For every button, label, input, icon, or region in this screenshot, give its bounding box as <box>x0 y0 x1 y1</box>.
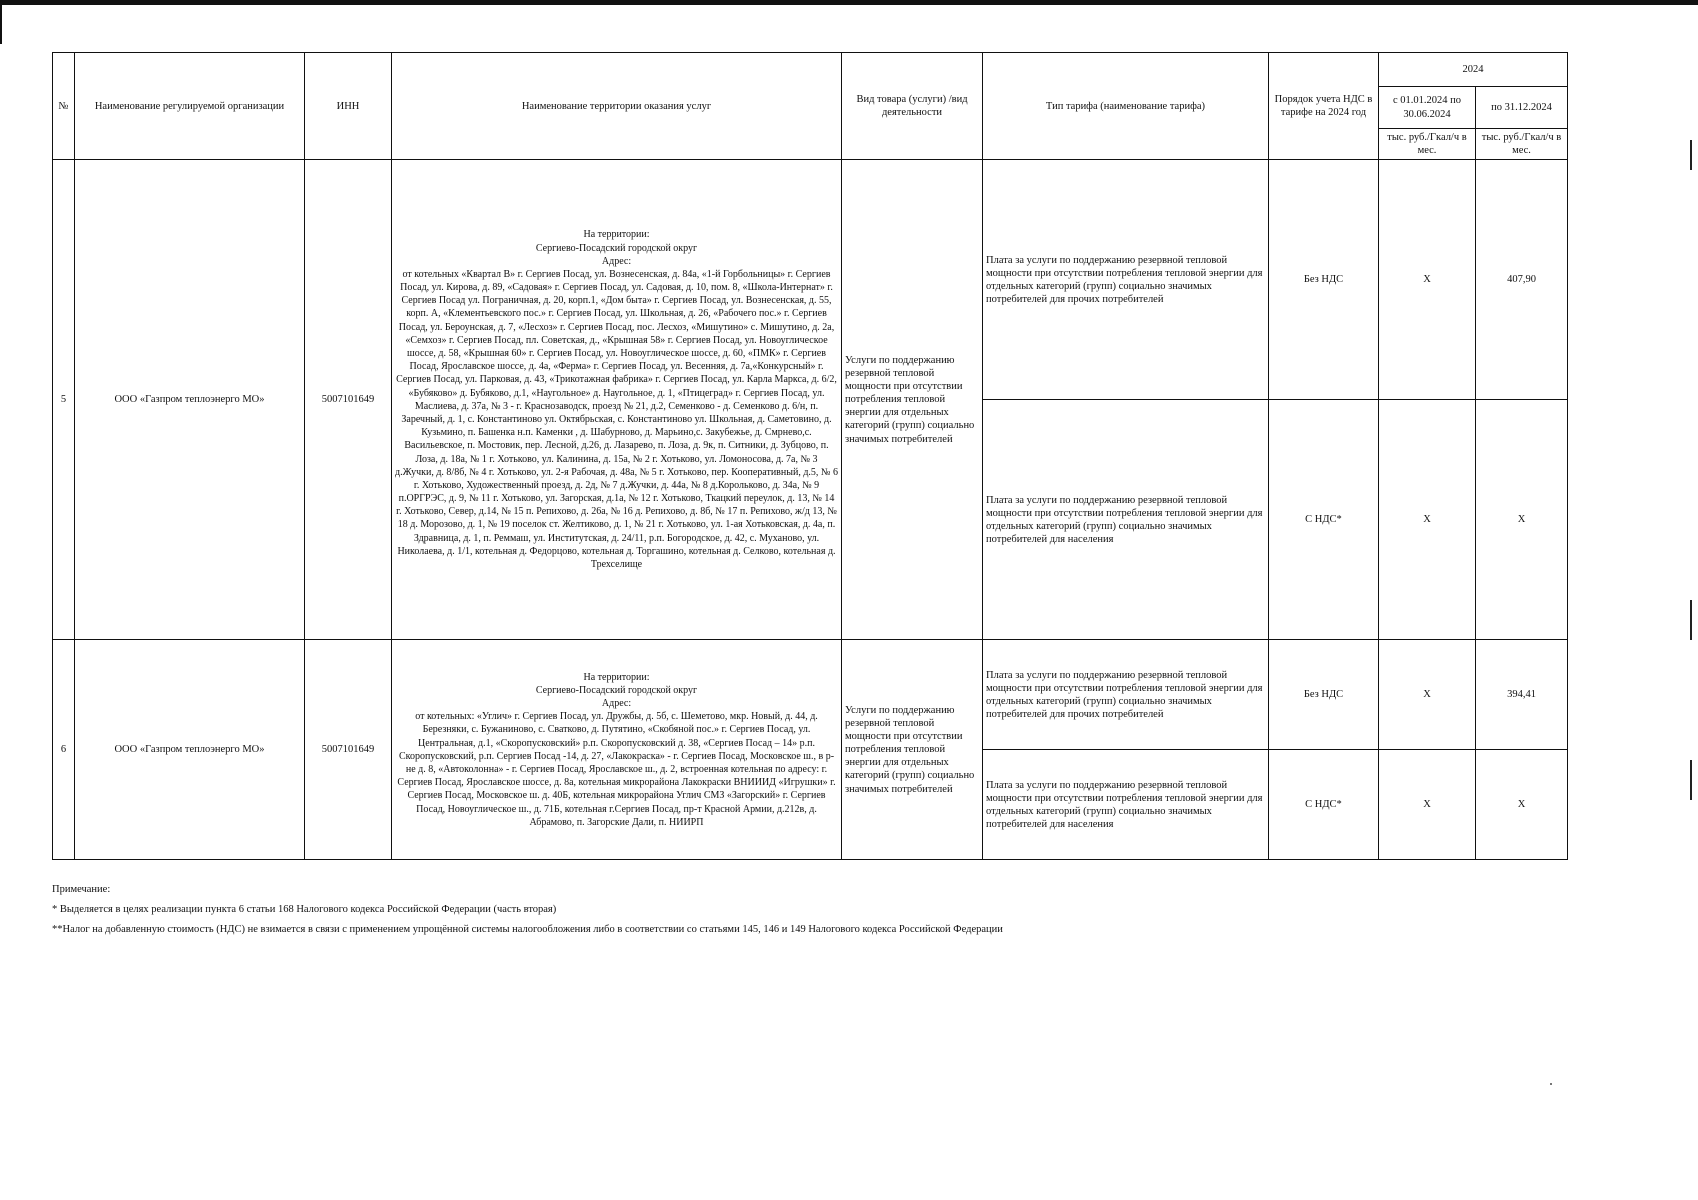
territory-district: Сергиево-Посадский городской округ <box>535 242 698 254</box>
scan-left-border <box>0 0 2 44</box>
territory-address: от котельных «Квартал В» г. Сергиев Посад, ул. Вознесенская, д. 84а, «1-й Горбольницы» г. Сергиев Посад, ул. Кирова, д. 89, «Садовая» г. Сергиев Посад, ул. Садовая, д. 10, пом. 8, «Школа-Интернат» г. Сергиев Посад ул. Пограничная, д. 20, корп.1, «Дом быта» г. Сергиев Посад, ул. Вознесенская, д. 55, корп. А, «Клементьевского пос.» г. Сергиев Посад, ул. Школьная, д. 26, «Рабочего пос.» г. Сергиев Посад, ул. Бероунская, д. 7, «Лесхоз» г. Сергиев Посад, пос. Лесхоз, «Мишутино» с. Мишутино, д. 2а, «Семхоз» г. Сергиев Посад, пл. Советская, д., «Крышная 58» г. Сергиев Посад, ул. Новоуглическое шоссе, д. 58, «Крышная 60» г. Сергиев Посад, ул. Новоуглическое шоссе, д. 60, «ПМК» г. Сергиев Посад, Ярославское шоссе, д. 4а, «Ферма» г. Сергиев Посад, ул. Весенняя, д. 7а,«Конкурсный» г. Сергиев Посад, ул. Парковая, д. 43, «Трикотажная фабрика» г. Сергиев Посад, ул. Карла Маркса, д. 6/2, «Бубяково» д. Бубяково, д.1, «Наугольное» д. Наугольное, д. 1, «Птицеград» г. Сергиев Посад, ул. Маслиева, д. 37а, № 3 - г. Краснозаводск, проезд № 21, д.2, Семенково - д. Семенково д. 6/н, п. Заречный, д. 1, с. Константиново ул. Октябрьская, с. Константиново ул. Школьная, д. Саметовино, д. Кузьмино, п. Башенка н.п. Каменки , д. Шабурново, д. Марьино,с. Закубежье, д. Смрнево,с. Васильевское, п. Мостовик, пер. Лесной, д.26, д. Лазарево, п. Лоза, д. 9к, п. Ситники, д. Зубцово, п. Лоза, д. 18а, № 1 г. Хотьково, ул. Калинина, д. 15а, № 2 г. Хотьково, ул. Ломоносова, д. 7а, № 3 д.Жучки, д. 8/8б, № 4 г. Хотьково, ул. 2-я Рабочая, д. 48а, № 5 г. Хотьково, пер. Кооперативный, д.5, № 6 г. Хотьково, Художественный проезд, д. 2д, № 7 д.Жучки, д. 44а, № 8 д.Корольково, д. 34а, № 9 п.ОРГРЭС, д. 9, № 11 г. Хотьково, ул. Загорская, д.1а, № 12 г. Хотьково, Ткацкий переулок, д. 13, № 14 г. Хотьково, Север, д.14, № 15 п. Репихово, д. 26а, № 16 д. Репихово, д. 8б, № 17 п. Репихово, ж/д 13, № 18 д. Морозово, д. 1, № 19 поселок ст. Желтиково, д. 1, № 21 г. Хотьково, ул. 1-ая Хотьковская, д. 4а, п. Здравница, д. 1, п. Реммаш, ул. Институтская, д. 24/11, р.п. Богородское, д. 42, с. Муханово, ул. Николаева, д. 1/1, котельная д. Федорцово, котельная д. Торгашино, котельная д. Селково, котельная д. Трехселище <box>395 268 838 570</box>
tariff-type: Плата за услуги по поддержанию резервной тепловой мощности при отсутствии потребления тепловой энергии для отдельных категорий (групп) социально значимых потребителей для прочих потребителей <box>983 640 1269 750</box>
header-territory: Наименование территории оказания услуг <box>392 53 842 160</box>
note-vat-exempt: **Налог на добавленную стоимость (НДС) не взимается в связи с применением упрощённой системы налогообложения либо в соответствии со статьями 145, 146 и 149 Налогового кодекса Российской Федерации <box>52 923 1003 935</box>
territory-address-label: Адрес: <box>601 255 632 267</box>
inn-value: 5007101649 <box>305 640 392 860</box>
header-num: № <box>53 53 75 160</box>
tariff-period-2: Х <box>1476 750 1568 860</box>
header-period-2: по 31.12.2024 <box>1476 87 1568 129</box>
vat-order: С НДС* <box>1269 750 1379 860</box>
scan-edge-mark <box>1690 600 1692 640</box>
table-row <box>53 640 1568 750</box>
vat-order: Без НДС <box>1269 160 1379 400</box>
header-tariff-type: Тип тарифа (наименование тарифа) <box>983 53 1269 160</box>
service-type: Услуги по поддержанию резервной тепловой мощности при отсутствии потребления тепловой энергии для отдельных категорий (групп) социально значимых потребителей <box>842 160 983 640</box>
header-service: Вид товара (услуги) /вид деятельности <box>842 53 983 160</box>
org-name: ООО «Газпром теплоэнерго МО» <box>75 640 305 860</box>
territory-district: Сергиево-Посадский городской округ <box>535 684 698 696</box>
header-inn: ИНН <box>305 53 392 160</box>
scan-speck <box>1550 1083 1552 1085</box>
scan-edge-mark <box>1690 140 1692 170</box>
tariff-period-2: 407,90 <box>1476 160 1568 400</box>
territory-cell <box>392 640 842 860</box>
header-org: Наименование регулируемой организации <box>75 53 305 160</box>
territory-address: от котельных: «Углич» г. Сергиев Посад, ул. Дружбы, д. 5б, с. Шеметово, мкр. Новый, д. 44, д. Березняки, с. Бужаниново, с. Сватково, д. Путятино, «Скобяной пос.» г. Сергиев Посад, ул. Центральная, д.1, «Скоропусковский» р.п. Скоропусковский д. 38, «Сергиев Посад – 14» р.п. Скоропусковский, р.п. Сергиев Посад -14, д. 27, «Лакокраска» - г. Сергиев Посад, Московское ш., в р-не д. 8, «Автоколонна» - г. Сергиев Посад, Ярославское ш., д. 2, встроенная котельная по адресу: г. Сергиев Посад, Ярославское шоссе, д. 8а, котельная микрорайона Лакокраски ВНИИИД «Игрушки» г. Сергиев Посад, Московское ш. д. 40Б, котельная микрорайона Углич СМЗ «Загорский» г. Сергиев Посад, Новоуглическое ш., д. 71Б, котельная г.Сергиев Посад, пр-т Красной Армии, д.212в, д. Абрамово, п. Загорские Дали, п. НИИРП <box>397 711 836 828</box>
header-year: 2024 <box>1379 53 1568 87</box>
scan-top-border <box>0 0 1698 5</box>
tariff-period-1: Х <box>1379 750 1476 860</box>
table-row <box>53 160 1568 400</box>
scan-edge-mark <box>1690 760 1692 800</box>
service-type: Услуги по поддержанию резервной тепловой мощности при отсутствии потребления тепловой энергии для отдельных категорий (групп) социально значимых потребителей <box>842 640 983 860</box>
header-period-1: с 01.01.2024 по 30.06.2024 <box>1379 87 1476 129</box>
territory-address-label: Адрес: <box>601 698 632 709</box>
notes-title: Примечание: <box>52 884 111 895</box>
row-num: 6 <box>53 640 75 860</box>
vat-order: Без НДС <box>1269 640 1379 750</box>
inn-value: 5007101649 <box>305 160 392 640</box>
tariff-type: Плата за услуги по поддержанию резервной тепловой мощности при отсутствии потребления тепловой энергии для отдельных категорий (групп) социально значимых потребителей для населения <box>983 400 1269 640</box>
vat-order: С НДС* <box>1269 400 1379 640</box>
tariff-table <box>52 52 1568 860</box>
tariff-period-1: Х <box>1379 400 1476 640</box>
row-num: 5 <box>53 160 75 640</box>
header-vat: Порядок учета НДС в тарифе на 2024 год <box>1269 53 1379 160</box>
tariff-period-1: Х <box>1379 160 1476 400</box>
note-vat-allocated: * Выделяется в целях реализации пункта 6 статьи 168 Налогового кодекса Российской Федерации (часть вторая) <box>52 903 557 915</box>
tariff-period-1: Х <box>1379 640 1476 750</box>
territory-heading: На территории: <box>583 671 650 683</box>
territory-cell <box>392 160 842 640</box>
org-name: ООО «Газпром теплоэнерго МО» <box>75 160 305 640</box>
header-unit-2: тыс. руб./Гкал/ч в мес. <box>1476 129 1568 160</box>
tariff-period-2: 394,41 <box>1476 640 1568 750</box>
tariff-type: Плата за услуги по поддержанию резервной тепловой мощности при отсутствии потребления тепловой энергии для отдельных категорий (групп) социально значимых потребителей для прочих потребителей <box>983 160 1269 400</box>
tariff-type: Плата за услуги по поддержанию резервной тепловой мощности при отсутствии потребления тепловой энергии для отдельных категорий (групп) социально значимых потребителей для населения <box>983 750 1269 860</box>
territory-heading: На территории: <box>583 229 650 241</box>
header-unit-1: тыс. руб./Гкал/ч в мес. <box>1379 129 1476 160</box>
tariff-period-2: Х <box>1476 400 1568 640</box>
notes-block <box>52 880 1552 940</box>
